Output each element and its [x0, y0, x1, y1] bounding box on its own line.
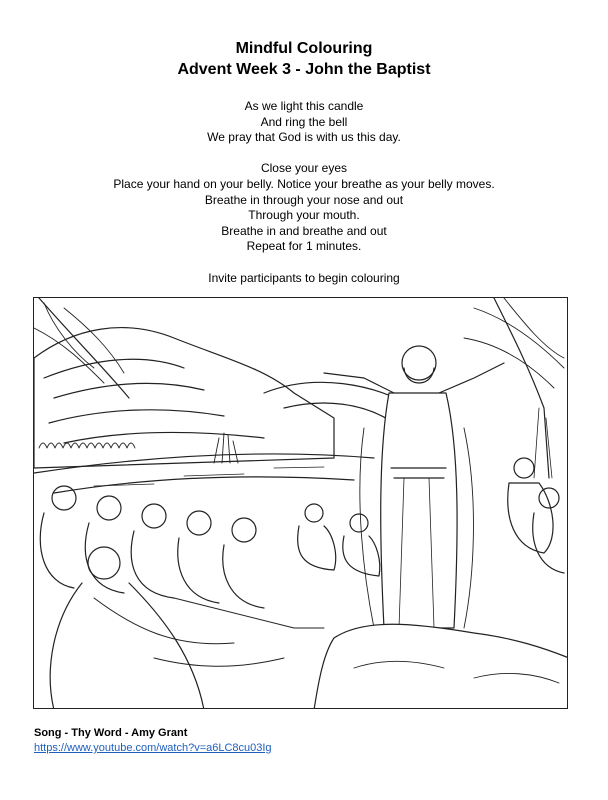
breathing-line: Close your eyes: [260, 161, 348, 176]
prayer-line: And ring the bell: [260, 114, 348, 129]
breathing-line: Place your hand on your belly. Notice your breathe as your belly moves.: [113, 176, 495, 191]
prayer-line: We pray that God is with us this day.: [207, 130, 401, 145]
breathing-line: Breathe in and breathe and out: [221, 223, 387, 238]
breathing-line: Breathe in through your nose and out: [204, 192, 404, 207]
colouring-illustration: [33, 297, 568, 709]
breathing-line: Through your mouth.: [248, 208, 360, 223]
instructions-text: [0, 99, 608, 286]
page-title: [0, 38, 608, 80]
song-credit: Song - Thy Word - Amy Grant: [34, 727, 188, 739]
spacer: [0, 255, 608, 271]
title-line-1: Mindful Colouring: [235, 40, 373, 57]
prayer-line: As we light this candle: [244, 99, 364, 113]
song-link[interactable]: https://www.youtube.com/watch?v=a6LC8cu03Ig: [34, 742, 272, 754]
spacer: [0, 146, 608, 162]
title-line-2: Advent Week 3 - John the Baptist: [177, 61, 431, 78]
line-art-illustration-icon: [34, 298, 568, 709]
invite-line: Invite participants to begin colouring: [208, 270, 400, 285]
breathing-line: Repeat for 1 minutes.: [246, 239, 362, 254]
